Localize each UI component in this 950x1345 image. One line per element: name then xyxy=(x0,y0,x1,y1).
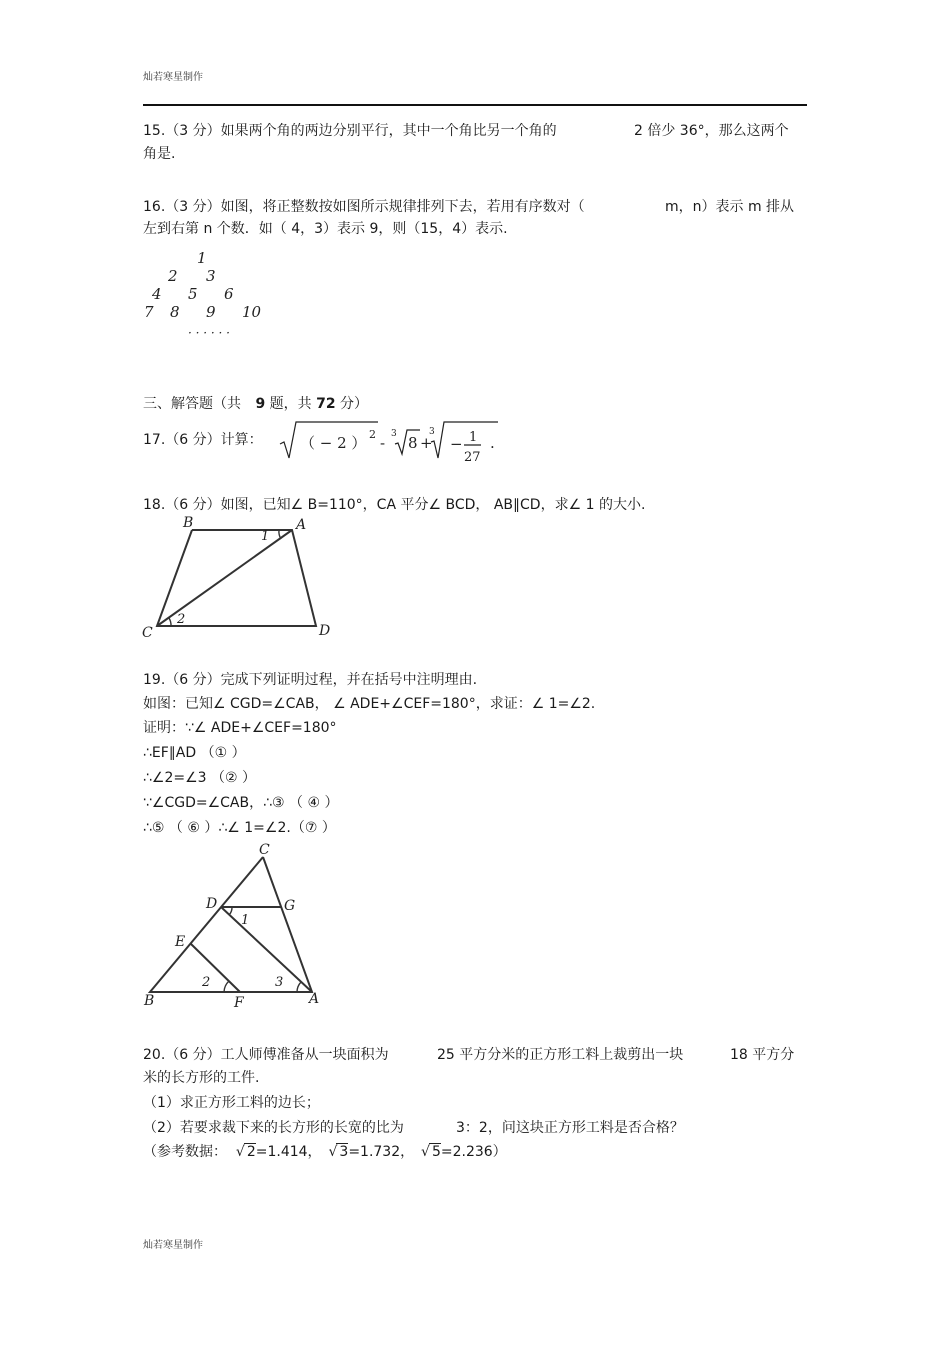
q17-expression xyxy=(278,418,503,466)
q19-line7: ∴⑤ （ ⑥ ）∴∠ 1=∠2.（⑦ ） xyxy=(143,820,336,836)
q18-label-D: D xyxy=(319,623,331,639)
q18-text: 18.（6 分）如图，已知∠ B=110°，CA 平分∠ BCD， AB∥CD，求∠ 1 的大小. xyxy=(143,497,646,513)
q20-sqrt3-value: =1.732， xyxy=(348,1144,415,1160)
section-3-suffix: 分） xyxy=(340,396,369,412)
tri-2: 2 xyxy=(168,267,178,285)
q20-sqrt2-radicand: 2 xyxy=(246,1144,256,1160)
q20-line3: （1）求正方形工料的边长； xyxy=(143,1095,320,1111)
tri-9: 9 xyxy=(206,303,216,321)
q19-label-E: E xyxy=(175,934,186,950)
q19-label-A: A xyxy=(309,991,320,1007)
q17-eight: 8 xyxy=(408,434,418,452)
tri-10: 10 xyxy=(242,303,262,321)
q19-line1: 19.（6 分）完成下列证明过程，并在括号中注明理由. xyxy=(143,672,478,688)
q19-label-B: B xyxy=(144,993,155,1009)
q20-sqrt3: √ 3 xyxy=(328,1144,349,1160)
tri-ellipsis: · · · · · · xyxy=(188,326,230,340)
section-3-count: 9 xyxy=(255,396,266,412)
q19-line2: 如图：已知∠ CGD=∠CAB， ∠ ADE+∠CEF=180°，求证：∠ 1=∠2. xyxy=(143,696,596,712)
q16-line1a: 16.（3 分）如图，将正整数按如图所示规律排列下去，若用有序数对（ xyxy=(143,199,585,215)
q20-sqrt5-radicand: 5 xyxy=(431,1144,441,1160)
q18-label-B: B xyxy=(183,515,194,531)
q20-line4a: （2）若要求裁下来的长方形的长宽的比为 xyxy=(143,1120,404,1136)
tri-7: 7 xyxy=(144,303,154,321)
q20-line1c: 18 平方分 xyxy=(730,1047,795,1063)
q18-angle-2: 2 xyxy=(177,612,186,627)
q20-sqrt2: √ 2 xyxy=(235,1144,256,1160)
q17-end: . xyxy=(490,434,495,452)
q17-minus: - xyxy=(380,434,386,452)
q17-neg: − xyxy=(450,435,463,453)
q17-exponent: 2 xyxy=(369,428,376,441)
q15-line2: 角是. xyxy=(143,146,176,162)
q17-label: 17.（6 分）计算： xyxy=(143,432,263,448)
number-triangle-figure xyxy=(140,245,280,345)
q18-label-C: C xyxy=(142,625,153,641)
section-3-points: 72 xyxy=(316,396,336,412)
q17-denominator: 27 xyxy=(464,450,481,465)
q15-line1b: 2 倍少 36°，那么这两个 xyxy=(634,123,789,139)
q19-line6: ∵∠CGD=∠CAB，∴③ （ ④ ） xyxy=(143,795,339,811)
q20-ref-prefix: （参考数据： xyxy=(143,1144,227,1160)
tri-6: 6 xyxy=(224,285,234,303)
q18-angle-1: 1 xyxy=(261,529,270,544)
q19-angle-3: 3 xyxy=(275,975,284,990)
q20-sqrt3-radicand: 3 xyxy=(339,1144,349,1160)
tri-3: 3 xyxy=(206,267,216,285)
q19-angle-2: 2 xyxy=(202,975,211,990)
header-rule xyxy=(143,104,807,106)
q19-angle-1: 1 xyxy=(241,913,250,928)
tri-8: 8 xyxy=(170,303,180,321)
q20-sqrt5-value: =2.236） xyxy=(440,1144,507,1160)
q19-label-D: D xyxy=(206,896,218,912)
q17-numerator: 1 xyxy=(469,430,478,445)
q17-root-index-2: 3 xyxy=(429,427,435,437)
section-3-heading xyxy=(143,394,368,414)
section-3-prefix: 三、解答题（共 xyxy=(143,396,241,412)
tri-5: 5 xyxy=(188,285,198,303)
q19-label-F: F xyxy=(234,995,244,1010)
q19-line4: ∴EF∥AD （① ） xyxy=(143,745,246,761)
q17-root-index-1: 3 xyxy=(391,429,397,439)
section-3-mid: 题，共 xyxy=(269,396,312,412)
q19-triangle-figure xyxy=(140,840,335,1010)
q17-plus: + xyxy=(420,434,433,452)
q18-trapezoid-figure xyxy=(140,512,340,642)
tri-1: 1 xyxy=(197,249,207,267)
q17-inner: （ − 2 ） xyxy=(300,434,367,452)
q18-label-A: A xyxy=(296,517,307,533)
q20-line1a: 20.（6 分）工人师傅准备从一块面积为 xyxy=(143,1047,389,1063)
q20-sqrt2-value: =1.414， xyxy=(255,1144,322,1160)
q19-label-G: G xyxy=(284,898,296,914)
q19-line3: 证明：∵∠ ADE+∠CEF=180° xyxy=(143,720,337,736)
q20-sqrt5: √ 5 xyxy=(421,1144,441,1160)
q19-label-C: C xyxy=(259,842,270,858)
q20-line4b: 3：2，问这块正方形工料是否合格？ xyxy=(456,1120,684,1136)
q20-line1b: 25 平方分米的正方形工料上裁剪出一块 xyxy=(437,1047,684,1063)
q15-line1a: 15.（3 分）如果两个角的两边分别平行，其中一个角比另一个角的 xyxy=(143,123,557,139)
q20-line2: 米的长方形的工件. xyxy=(143,1070,260,1086)
q19-line5: ∴∠2=∠3 （② ） xyxy=(143,770,257,786)
tri-4: 4 xyxy=(152,285,162,303)
header-text: 灿若寒星制作 xyxy=(143,72,203,83)
footer-text: 灿若寒星制作 xyxy=(143,1240,203,1251)
q16-line1b: m，n）表示 m 排从 xyxy=(665,199,795,215)
q20-reference xyxy=(143,1142,507,1162)
q16-line2: 左到右第 n 个数．如（ 4，3）表示 9，则（15，4）表示. xyxy=(143,221,508,237)
